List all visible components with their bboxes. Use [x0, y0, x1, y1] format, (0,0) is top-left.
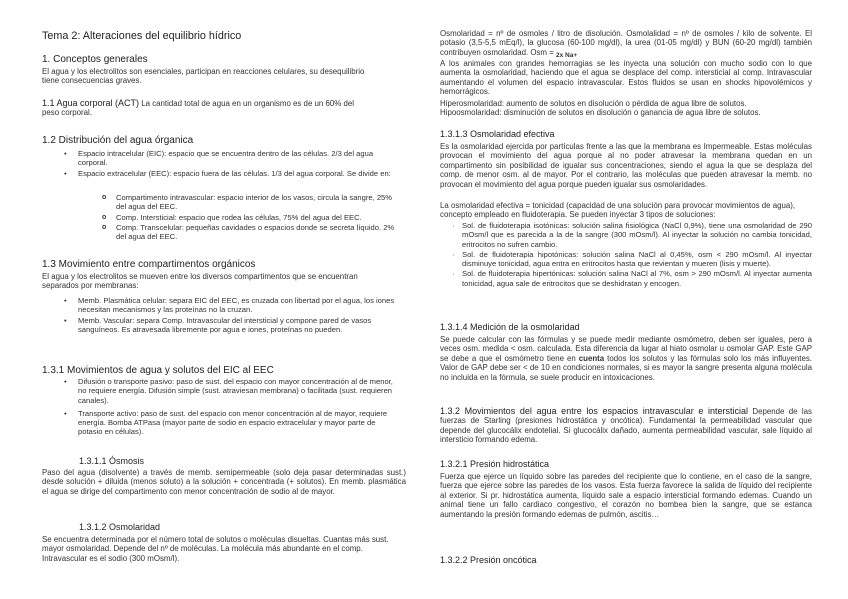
bullet: •: [64, 168, 67, 178]
paragraph-1-1: La cantidad total de agua en un organismo es de un 60% del peso corporal.: [42, 99, 355, 118]
heading-1-3-2-2: 1.3.2.2 Presión oncótica: [440, 555, 537, 565]
list-item: • Memb. Vascular: separa Comp. Intravascular del intersticial y compone pared de vasos sanguíneos. Es atravesada libremente por agua e iones, proteínas no pueden.: [64, 315, 372, 334]
paragraph-1-3-1-3: Es la osmolaridad ejercida por partículas frente a las que la membrana es Impermeable. Estas moléculas provocan el movimiento del agua porque al no poder atravesar la membrana quedan en un compartimento sin posibilidad de igualar sus concentraciones, siendo el agua la que se desplaza del comp. de menor osm. al de mayor. Por el contrario, las moléculas que pueden atravesar la memb. no provocan el movimiento del agua porque pueden igualar sus osmolaridades.: [440, 142, 812, 189]
bullet: o: [102, 213, 107, 221]
bullet: •: [64, 408, 67, 418]
paragraph-1-3-1-1: Paso del agua (disolvente) a través de memb. semipermeable (solo deja pasar determinadas sust.) desde solución + diluida (menos soluto) a la solución + concentrada (+ solutos). En memb. plasmática el agua se dirige del compartimento con menor concentración de sodio al de mayor.: [42, 468, 406, 496]
heading-1-3-1-2: 1.3.1.2 Osmolaridad: [79, 522, 161, 532]
list-item: · Sol. de fluidoterapia hipotónicas: solución salina NaCl al 0,45%, osm < 290 mOsm/l. Al inyectar disminuye tonicidad, agua entra en eritrocitos hasta que revientan y mueren (lisis y muerte).: [452, 249, 812, 269]
paragraph-1-3-2: Depende de las fuerzas de Starling (presiones hidrostática y oncótica). Fundamental la permeabilidad vascular que depende del glucocálix endotelial. Si glucocálix dañado, aumenta permeabilidad vascular, sale líquido al intersticio formando edema.: [440, 407, 812, 445]
list-soluciones: [452, 221, 812, 289]
bullet: ·: [452, 249, 455, 259]
document-title: Tema 2: Alteraciones del equilibrio hídrico: [42, 30, 242, 42]
list-item: o Comp. Transcelular: pequeñas cavidades o espacios donde se secreta líquido. 2% del agua del EEC.: [102, 222, 395, 242]
list-item: • Memb. Plasmática celular: separa EIC del EEC, es cruzada con libertad por el agua, los iones necesitan mecanismos y las proteínas no la cruzan.: [64, 296, 395, 315]
handwritten-annotation: cuenta: [578, 353, 605, 363]
sublist-1-2: [102, 193, 398, 242]
paragraph-hemorragias: A los animales con grandes hemorragias se les inyecta una solución con mucho sodio con lo que aumenta la osmolaridad, haciendo que el agua se desplace del comp. intersticial al comp. Intravascular aumentando el volumen del espacio intravascular. Estos fluidos se usan en shocks hipovolémicos y hemorrágicos.: [440, 59, 812, 97]
bullet: •: [64, 149, 67, 158]
heading-1: 1. Conceptos generales: [42, 54, 148, 65]
paragraph-1: El agua y los electrolitos son esenciales, participan en reacciones celulares, su desequilibrio tiene consecuencias graves.: [42, 67, 365, 86]
paragraph-1-3-1-2: Se encuentra determinada por el número total de solutos o moléculas disueltas. Cuantas más sust. mayor osmolaridad. Depende del nº de moléculas. La molécula más abundante en el comp. Intravascular es el sodio (300 mOsm/l).: [42, 535, 389, 563]
paragraph-tonicidad: La osmolaridad efectiva = tonicidad (capacidad de una solución para provocar movimientos de agua), concepto empleado en fluidoterapia. Se pueden inyectar 3 tipos de soluciones:: [440, 201, 796, 220]
list-item: · Sol. de fluidoterapia isotónicas: solución salina fisiológica (NaCl 0,9%), tiene una osmolaridad de 290 mOsm/l que es parecida a la de la sangre (300 mOsm/l). Al inyectar la solución no cambia tonicidad, eritrocitos no sufren cambio.: [452, 221, 812, 249]
paragraph-hipoosmolaridad: Hipoosmolaridad: disminución de solutos en disolución o ganancia de agua libre de solutos.: [440, 108, 761, 117]
bullet: •: [64, 296, 67, 305]
section-1-3-2: [440, 407, 812, 445]
list-1-3: [64, 296, 398, 335]
list-item: o Comp. Intersticial: espacio que rodea las células, 75% del agua del EEC.: [102, 212, 362, 222]
heading-1-3: 1.3 Movimiento entre compartimentos orgánicos: [42, 259, 256, 270]
section-1-1: [42, 99, 372, 118]
list-item: o Compartimento intravascular: espacio interior de los vasos, circula la sangre, 25% del agua del EEC.: [102, 193, 393, 212]
list-item: • Difusión o transporte pasivo: paso de sust. del espacio con mayor concentración al de menor, no requiere energía. Difusión simple (sust. atraviesan membrana) o facilitada (sust. requieren canales).: [64, 377, 393, 405]
bullet: •: [64, 315, 67, 325]
heading-1-1: 1.1 Agua corporal (ACT): [42, 98, 140, 108]
heading-1-2: 1.2 Distribución del agua órganica: [42, 135, 194, 146]
bullet: ·: [452, 221, 455, 230]
list-1-3-1: [64, 377, 398, 438]
heading-1-3-2: 1.3.2 Movimientos del agua entre los espacios intravascular e intersticial: [440, 406, 749, 416]
heading-1-3-1-3: 1.3.1.3 Osmolaridad efectiva: [440, 129, 555, 139]
list-item: · Sol. de fluidoterapia hipertónicas: solución salina NaCl al 7%, osm > 290 mOsm/l. Al inyectar aumenta tonicidad, agua sale de eritrocitos que se deshidratan y encogen.: [452, 269, 812, 288]
bullet: ·: [452, 269, 455, 279]
bullet: o: [102, 194, 107, 201]
heading-1-3-1-4: 1.3.1.4 Medición de la osmolaridad: [440, 322, 580, 332]
paragraph-1-3: El agua y los electrolitos se mueven entre los diversos compartimentos que se encuentran separados por membranas:: [42, 272, 358, 291]
list-1-2: [64, 149, 400, 179]
list-item: • Espacio extracelular (EEC): espacio fuera de las células. 1/3 del agua corporal. Se divide en:: [64, 168, 391, 178]
paragraph-1-3-1-4: Se puede calcular con las fórmulas y se puede medir mediante osmómetro, deben ser iguales, pero a veces osm. medida < osm. calculada. Esta diferencia da lugar al hiato osmolar u osmolar GAP. Este GAP se debe a que el osmómetro tiene en cuenta todos los solutos y las fórmulas solo los más influyentes. Valor de GAP debe ser < de 10 en condiciones normales, si es mayor la sangre presenta alguna molécula no incluida en la fórmula, se suele producir en intoxicaciones.: [440, 335, 812, 382]
handwritten-annotation: 2x Na+: [556, 51, 578, 59]
bullet: •: [64, 377, 67, 386]
list-item: • Espacio intracelular (EIC): espacio que se encuentra dentro de las células. 2/3 del agua corporal.: [64, 149, 374, 168]
paragraph-osmolaridad: Osmolaridad = nº de osmoles / litro de disolución. Osmolalidad = nº de osmoles / kilo de solvente. El potasio (3,5-5,5 mEq/l), la glucosa (60-100 mg/dl), la urea (01-05 mg/dl) y BUN (60-20 mg/dl) también contribuyen osmolaridad. Osm = $_{2x Na+}$: [440, 29, 812, 59]
paragraph-hiperosmolaridad: Hiperosmolaridad: aumento de solutos en disolución o pérdida de agua libre de solutos.: [440, 99, 747, 108]
heading-1-3-1: 1.3.1 Movimientos de agua y solutos del EIC al EEC: [42, 365, 274, 376]
heading-1-3-2-1: 1.3.2.1 Presión hidrostática: [440, 459, 550, 469]
paragraph-1-3-2-1: Fuerza que ejerce un líquido sobre las paredes del recipiente que lo contiene, en el caso de la sangre, fuerza que ejerce sobre las paredes de los vasos. Esta fuerza favorece la salida de líquido del recipiente al exterior. Si pr. hidrostática aumenta, líquido sale a espacio intersticial formando edemas. Cuando un animal tiene un fallo cardiaco congestivo, el corazón no bombea bien la sangre, que se estanca aumentando la presión formando edemas de pulmón, ascitis…: [440, 472, 812, 519]
heading-1-3-1-1: 1.3.1.1 Ósmosis: [79, 456, 145, 466]
list-item: • Transporte activo: paso de sust. del espacio con menor concentración al de mayor, requiere energía. Bomba ATPasa (mayor parte de sodio en espacio extracelular y mayor parte de potasio en células).: [64, 408, 388, 437]
bullet: o: [102, 223, 107, 231]
